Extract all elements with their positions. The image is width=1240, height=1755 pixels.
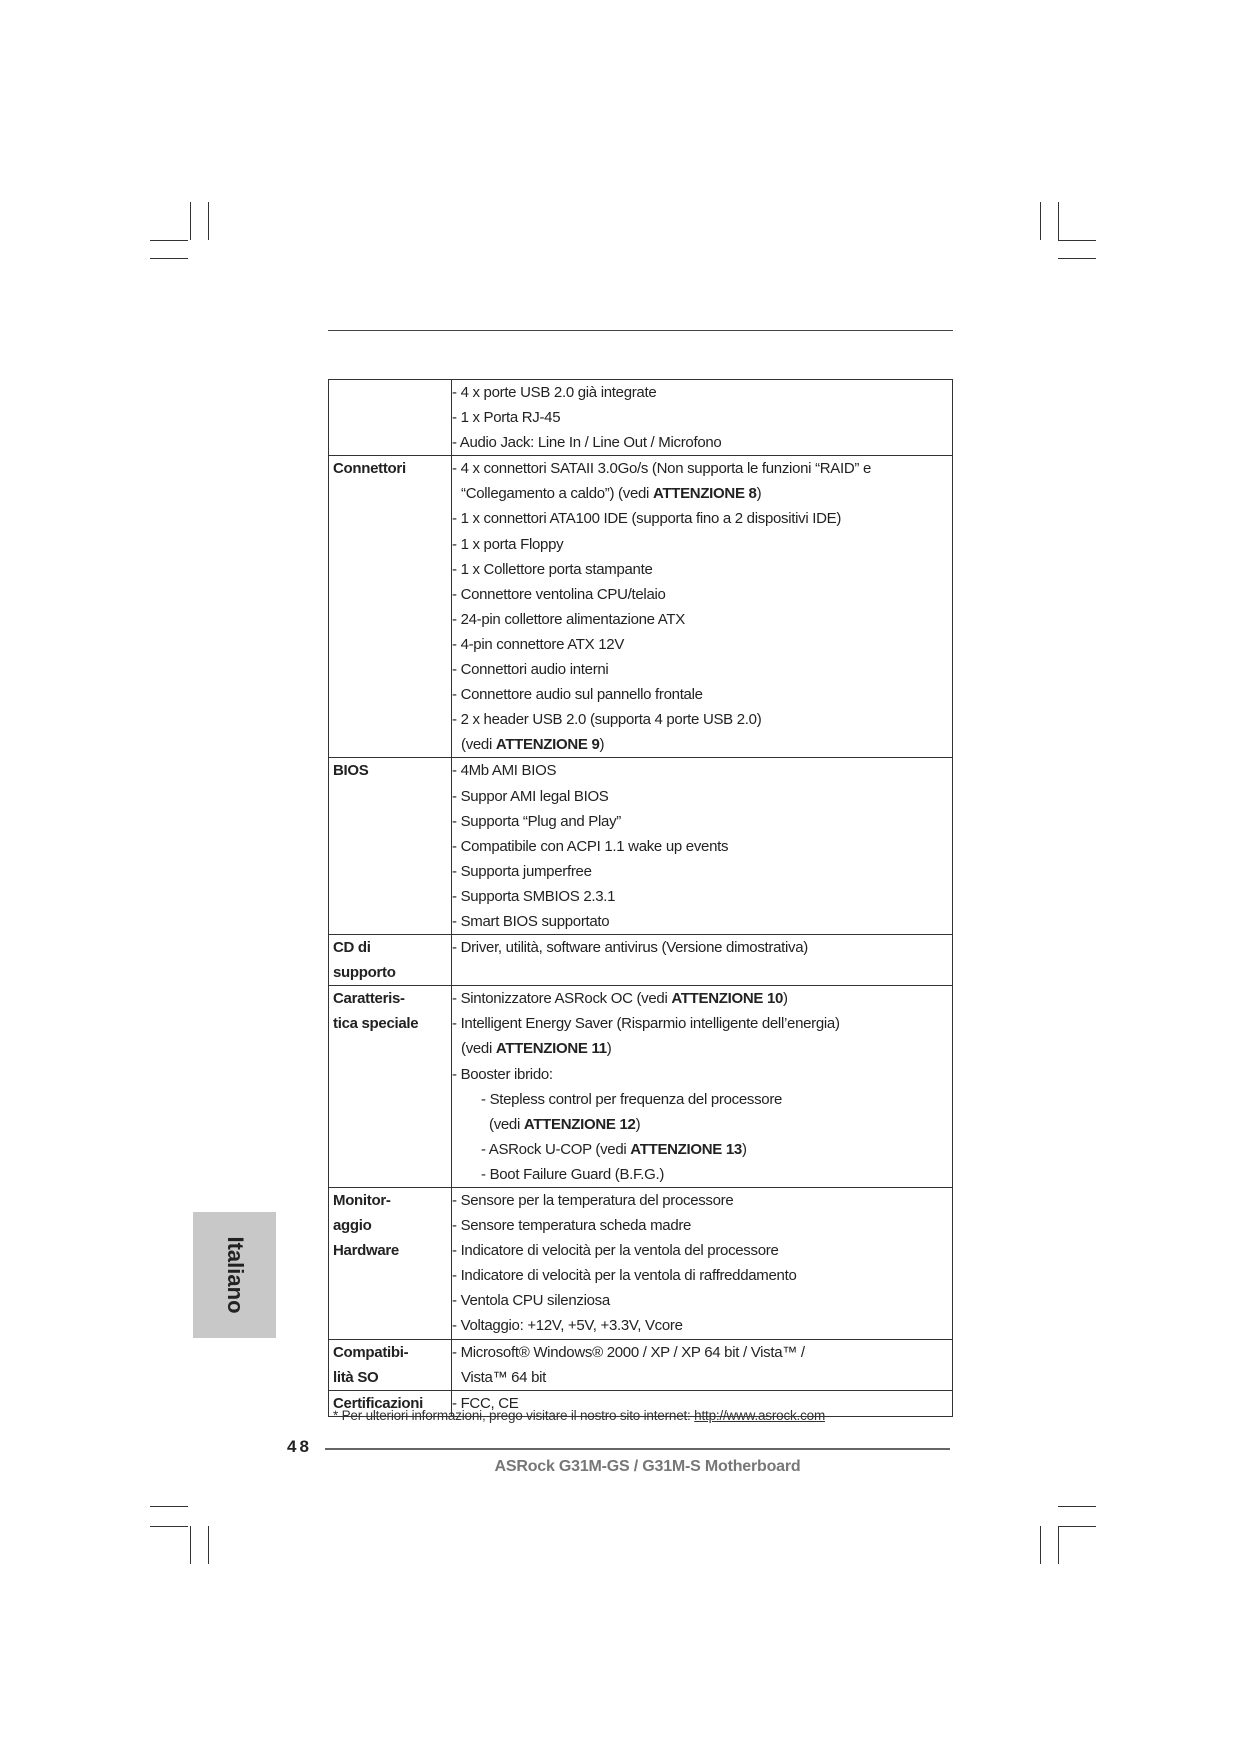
crop-mark — [150, 1526, 188, 1527]
crop-mark — [190, 1526, 191, 1564]
spec-item-text: - 1 x connettori ATA100 IDE (supporta fino a 2 dispositivi IDE) — [452, 510, 842, 528]
spec-item — [452, 405, 952, 430]
table-row — [329, 986, 953, 1188]
spec-item-suffix: ) — [599, 736, 605, 754]
spec-item — [452, 532, 952, 557]
table-row — [329, 935, 953, 986]
spec-item-text: - Stepless control per frequenza del processore — [481, 1090, 783, 1108]
spec-item-suffix: ) — [741, 1140, 747, 1158]
spec-item-text: - 4Mb AMI BIOS — [452, 762, 557, 780]
row-label — [329, 1339, 452, 1390]
row-label-line: Monitor- — [333, 1192, 391, 1209]
language-tab — [193, 1212, 276, 1338]
spec-item — [452, 481, 952, 506]
row-label — [329, 1188, 452, 1340]
spec-item-text: - 4 x porte USB 2.0 già integrate — [452, 384, 657, 401]
spec-item-text: - Connettore audio sul pannello frontale — [452, 686, 703, 704]
row-label — [329, 986, 452, 1188]
row-label-line: Certificazioni — [333, 1394, 423, 1412]
spec-item — [452, 1112, 952, 1137]
spec-item — [452, 1288, 952, 1313]
spec-item — [452, 456, 952, 481]
spec-item — [452, 758, 952, 783]
row-label — [329, 380, 452, 456]
spec-item — [452, 834, 952, 859]
spec-item-text: (vedi — [461, 736, 496, 754]
row-label-line: supporto — [333, 964, 396, 982]
spec-item-text: - 1 x Collettore porta stampante — [452, 560, 653, 578]
crop-mark — [1058, 1506, 1096, 1507]
spec-item-text: - FCC, CE — [452, 1394, 519, 1412]
spec-item-text: - Indicatore di velocità per la ventola di raffreddamento — [452, 1267, 797, 1285]
spec-item — [452, 1036, 952, 1061]
row-label-line: CD di — [333, 939, 371, 957]
spec-item-suffix: ) — [756, 485, 762, 503]
spec-item — [452, 1087, 952, 1112]
page-number: 48 — [287, 1437, 312, 1456]
row-label-line: BIOS — [333, 762, 369, 780]
spec-item — [452, 986, 952, 1011]
spec-item-text: (vedi — [489, 1115, 524, 1133]
crop-mark — [1058, 1526, 1059, 1564]
spec-item — [452, 960, 952, 985]
spec-item — [452, 1263, 952, 1288]
spec-item — [452, 1238, 952, 1263]
spec-item-text: - 1 x porta Floppy — [452, 535, 564, 553]
row-label-line: Connettori — [333, 460, 406, 478]
row-label-line: Hardware — [333, 1242, 399, 1260]
spec-item — [452, 557, 952, 582]
spec-item-text: - 1 x Porta RJ-45 — [452, 409, 561, 427]
spec-item — [452, 909, 952, 934]
note-reference: ATTENZIONE 10 — [671, 990, 784, 1008]
crop-mark — [150, 240, 188, 241]
row-values — [452, 1339, 953, 1390]
crop-mark — [1040, 1526, 1041, 1564]
spec-item-text: - Suppor AMI legal BIOS — [452, 787, 609, 805]
row-label — [329, 456, 452, 758]
spec-item-text: (vedi — [461, 1040, 496, 1058]
spec-item — [452, 707, 952, 732]
table-row — [329, 380, 953, 456]
spec-item-text: - 4 x connettori SATAII 3.0Go/s (Non supporta le funzioni “RAID” e — [452, 460, 872, 478]
note-reference: ATTENZIONE 8 — [652, 485, 757, 503]
row-label — [329, 935, 452, 986]
spec-item — [452, 582, 952, 607]
spec-item — [452, 1137, 952, 1162]
spec-item-text: - Booster ibrido: — [452, 1065, 553, 1083]
footer-rule — [325, 1448, 950, 1450]
table-row — [329, 456, 953, 758]
spec-item — [452, 1313, 952, 1338]
spec-item — [452, 884, 952, 909]
row-values — [452, 758, 953, 935]
spec-item-text: - Boot Failure Guard (B.F.G.) — [481, 1165, 665, 1183]
spec-item-suffix: ) — [783, 990, 788, 1008]
crop-mark — [1040, 202, 1041, 240]
row-values — [452, 986, 953, 1188]
row-label-line: Compatibi- — [333, 1343, 409, 1361]
spec-table — [328, 379, 953, 1417]
crop-mark — [190, 202, 191, 240]
language-tab-label: Italiano — [222, 1236, 248, 1314]
footnote — [333, 1408, 825, 1423]
spec-item-text: - 2 x header USB 2.0 (supporta 4 porte USB 2.0) — [452, 711, 762, 729]
spec-item-text: - Audio Jack: Line In / Line Out / Microfono — [452, 434, 722, 452]
table-row — [329, 1339, 953, 1390]
row-values — [452, 380, 953, 456]
row-values — [452, 935, 953, 986]
spec-item — [452, 682, 952, 707]
crop-mark — [1058, 1526, 1096, 1527]
row-label-line: tica speciale — [333, 1015, 419, 1033]
row-label-line: aggio — [333, 1217, 372, 1235]
crop-mark — [1058, 258, 1096, 259]
website-link[interactable]: http://www.asrock.com — [694, 1408, 826, 1423]
spec-item — [452, 657, 952, 682]
spec-item — [452, 935, 952, 960]
crop-mark — [1058, 240, 1096, 241]
spec-item-text: - ASRock U-COP (vedi — [481, 1140, 631, 1158]
row-label-line: lità SO — [333, 1368, 379, 1386]
spec-item-text: “Collegamento a caldo”) (vedi — [461, 485, 653, 503]
note-reference: ATTENZIONE 12 — [523, 1115, 636, 1133]
crop-mark — [150, 258, 188, 259]
spec-item — [452, 632, 952, 657]
spec-item-text: - Supporta jumperfree — [452, 862, 592, 880]
spec-item-text: - Connettore ventolina CPU/telaio — [452, 585, 666, 603]
crop-mark — [150, 1506, 188, 1507]
note-reference: ATTENZIONE 11 — [495, 1040, 607, 1058]
spec-item — [452, 1162, 952, 1187]
note-reference: ATTENZIONE 9 — [495, 736, 600, 754]
spec-item-text: - 24-pin collettore alimentazione ATX — [452, 610, 685, 628]
spec-item — [452, 1188, 952, 1213]
spec-item — [452, 1062, 952, 1087]
spec-item — [452, 809, 952, 834]
crop-mark — [208, 202, 209, 240]
spec-item — [452, 607, 952, 632]
row-values — [452, 456, 953, 758]
spec-item-text: - Sensore per la temperatura del processore — [452, 1192, 734, 1209]
spec-item-text: - Driver, utilità, software antivirus (Versione dimostrativa) — [452, 939, 808, 957]
footer-title: ASRock G31M-GS / G31M-S Motherboard — [494, 1458, 801, 1475]
spec-item-text: - 4-pin connettore ATX 12V — [452, 635, 625, 653]
spec-item-suffix: ) — [606, 1040, 612, 1058]
spec-item — [452, 1365, 952, 1390]
spec-item — [452, 506, 952, 531]
table-row — [329, 758, 953, 935]
spec-item-text: - Ventola CPU silenziosa — [452, 1292, 610, 1310]
spec-item — [452, 859, 952, 884]
spec-item-text: - Supporta SMBIOS 2.3.1 — [452, 887, 616, 905]
spec-item — [452, 1340, 952, 1365]
header-rule — [328, 330, 953, 331]
row-label — [329, 758, 452, 935]
crop-mark — [1058, 202, 1059, 240]
row-label-line: Caratteris- — [333, 990, 405, 1008]
spec-item-text: - Sensore temperatura scheda madre — [452, 1217, 692, 1235]
spec-item — [452, 1213, 952, 1238]
spec-item-text: - Sintonizzatore ASRock OC (vedi — [452, 990, 672, 1008]
crop-mark — [208, 1526, 209, 1564]
spec-item-text: - Intelligent Energy Saver (Risparmio intelligente dell’energia) — [452, 1015, 840, 1033]
spec-item-text: - Indicatore di velocità per la ventola del processore — [452, 1242, 779, 1260]
spec-item — [452, 732, 952, 757]
footnote-text: * Per ulteriori informazioni, prego visitare il nostro sito internet: — [333, 1408, 695, 1423]
spec-item-text: - Smart BIOS supportato — [452, 912, 610, 930]
spec-item-text: - Supporta “Plug and Play” — [452, 812, 621, 830]
spec-item-suffix: ) — [635, 1115, 641, 1133]
table-row — [329, 1188, 953, 1340]
row-values — [452, 1188, 953, 1340]
spec-item — [452, 380, 952, 405]
spec-item-text: - Compatibile con ACPI 1.1 wake up events — [452, 837, 729, 855]
spec-item-text: - Voltaggio: +12V, +5V, +3.3V, Vcore — [452, 1317, 683, 1335]
spec-item — [452, 430, 952, 455]
spec-item-text: - Connettori audio interni — [452, 661, 609, 679]
spec-item — [452, 784, 952, 809]
note-reference: ATTENZIONE 13 — [630, 1140, 742, 1158]
spec-item-text: - Microsoft® Windows® 2000 / XP / XP 64 bit / Vista™ / — [452, 1343, 805, 1361]
spec-item-text: Vista™ 64 bit — [461, 1368, 547, 1386]
spec-item — [452, 1011, 952, 1036]
